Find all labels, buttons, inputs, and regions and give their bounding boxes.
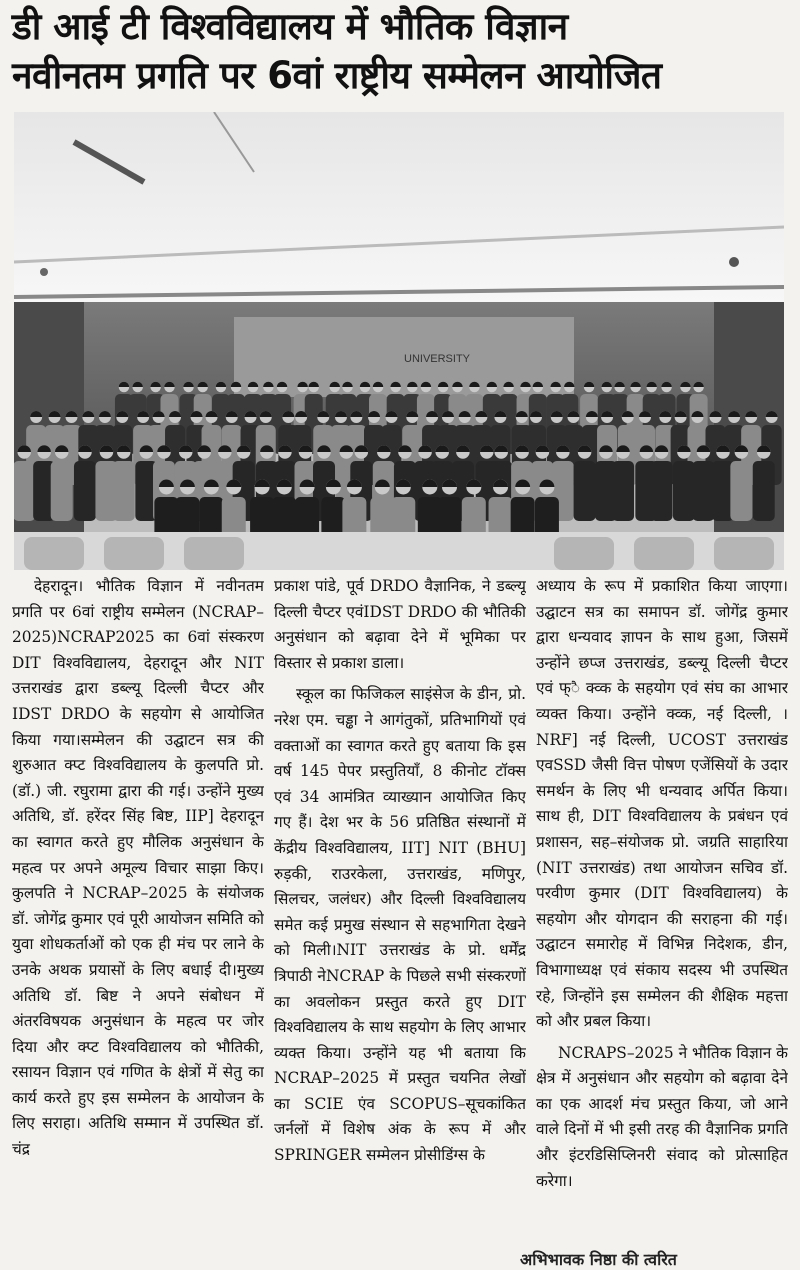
col3-paragraph-1: अध्याय के रूप में प्रकाशित किया जाएगा।उद्घाटन सत्र का समापन डॉ. जोगेंद्र कुमार द्वारा धन्यवाद ज्ञापन के साथ हुआ, जिसमें उन्होंने छप्ज उत्तराखंड, डब्ल्यू दिल्ली चैप्टर एवं फ्ै क्व्क के सहयोग एवं संघ का आभार व्यक्त किया। उन्होंने क्व्क, नई दिल्ली, ।NRF] नई दिल्ली, UCOST उत्तराखंड एवSSD जैसी वित्त पोषण एजेंसियों के उदार समर्थन के लिए भी धन्यवाद अर्पित किया। साथ ही, DIT विश्वविद्यालय के प्रबंधन एवं प्रशासन, सह–संयोजक प्रो. जग्रति साहारिया (NIT उत्तराखंड) तथा आयोजन सचिव डॉ. परवीण कुमार (DIT विश्वविद्यालय) के सहयोग और योगदान की सराहना की गई। उद्घाटन समारोह में विभिन्न निदेशक, डीन, विभागाध्यक्ष एवं संकाय सदस्य भी उपस्थित रहे, जिन्होंने इस सम्मेलन की शैक्षिक महत्ता को और प्रबल किया। (536, 577, 788, 1031)
person-body (113, 461, 135, 521)
headline-line-2: नवीनतम प्रगति पर 6वां राष्ट्रीय सम्मेलन आयोजित (12, 54, 662, 97)
article-column-3 (536, 574, 788, 1264)
person-body (14, 461, 35, 521)
person-body (753, 461, 775, 521)
ceiling (14, 112, 784, 302)
next-article-partial-heading: अभिभावक निष्ठा की त्वरित (520, 1250, 677, 1269)
person-body (673, 461, 695, 521)
person-body (574, 461, 596, 521)
article-body (12, 574, 788, 1264)
banner-text: UNIVERSITY (404, 353, 471, 365)
person-body (730, 461, 752, 521)
headline (12, 2, 788, 100)
article-column-2 (274, 574, 526, 1264)
headline-line-1: डी आई टी विश्वविद्यालय में भौतिक विज्ञान (12, 5, 568, 48)
group-photo (14, 112, 784, 570)
person-body (651, 461, 673, 521)
article-column-1 (12, 574, 264, 1264)
crowd (14, 382, 782, 557)
person-body (74, 461, 96, 521)
col1-paragraph: देहरादून। भौतिक विज्ञान में नवीनतम प्रगति पर 6वां राष्ट्रीय सम्मेलन (NCRAP–2025)NCRAP2025 का 6वां संस्करण DIT विश्वविद्यालय, देहरादून और NIT उत्तराखंड द्वारा डब्ल्यू दिल्ली चैप्टर और IDST DRDO के सहयोग से आयोजित किया गया।सम्मेलन की उद्घाटन सत्र की शुरुआत क्प्ट विश्वविद्यालय के कुलपति प्रो. (डॉ.) जी. रघुरामा द्वारा की गई। उन्होंने मुख्य अतिथि, डॉ. हरेंदर सिंह बिष्ट, IIP] देहरादून का स्वागत करते हुए मौलिक अनुसंधान के महत्व पर अपने अमूल्य विचार साझा किए। कुलपति ने NCRAP–2025 के संयोजक डॉ. जोगेंद्र कुमार एवं पूरी आयोजन समिति को युवा शोधकर्ताओं को एक ही मंच पर लाने के उनके अथक प्रयासों के लिए बधाई दी।मुख्य अतिथि डॉ. बिष्ट ने अपने संबोधन में अंतरविषयक अनुसंधान के महत्व पर जोर दिया और क्प्ट विश्वविद्यालय को भौतिकी, रसायन विज्ञान एवं गणित के क्षेत्रों में सेतु का कार्य करते हुए इस सम्मेलन के आयोजन के लिए सराहा। अतिथि सम्मान में उपस्थित डॉ. चंद्र (12, 577, 264, 1159)
person-body (51, 461, 73, 521)
col2-paragraph-1: प्रकाश पांडे, पूर्व DRDO वैज्ञानिक, ने डब्ल्यू दिल्ली चैप्टर एवंIDST DRDO की भौतिकी अनुसंधान को बढ़ावा देने में भूमिका पर विस्तार से प्रकाश डाला। (274, 577, 526, 672)
col2-paragraph-2: स्कूल का फिजिकल साइंसेज के डीन, प्रो. नरेश एम. चड्ढा ने आगंतुकों, प्रतिभागियों एवं वक्ताओं का स्वागत करते हुए बताया कि इस वर्ष 145 पेपर प्रस्तुतियाँ, 8 कीनोट टॉक्स एवं 34 आमंत्रित व्याख्यान आयोजित किए गए हैं। देश भर के 56 प्रतिष्ठित संस्थानों में केंद्रीय विश्वविद्यालय, IIT] NIT (BHU] रुड़की, राउरकेला, उत्तराखंड, मणिपुर, सिलचर, जलंधर) और दिल्ली विश्वविद्यालय समेत कई प्रमुख संस्थान से सहभागिता देखने को मिली।NIT उत्तराखंड के प्रो. धर्मेंद्र त्रिपाठी नेNCRAP के पिछले सभी संस्करणों का अवलोकन प्रस्तुत करते हुए DIT विश्वविद्यालय के साथ सहयोग के लिए आभार व्यक्त किया। उन्होंने यह भी बताया कि NCRAP–2025 में प्रस्तुत चयनित लेखों का SCIE एंव SCOPUS–सूचकांकित जर्नलों में विशेष अंक के रूप में और SPRINGER सम्मेलन प्रोसीडिंग्स के (274, 685, 526, 1165)
person-body (612, 461, 634, 521)
person-body (692, 461, 714, 521)
col3-paragraph-2: NCRAPS–2025 ने भौतिक विज्ञान के क्षेत्र में अनुसंधान और सहयोग को बढ़ावा देने का एक आदर्श मंच प्रस्तुत किया, जो आने वाले दिनों में भी इसी तरह की वैज्ञानिक प्रगति और इंटरडिसिप्लिनरी संवाद को प्रोत्साहित करेगा। (536, 1043, 788, 1190)
